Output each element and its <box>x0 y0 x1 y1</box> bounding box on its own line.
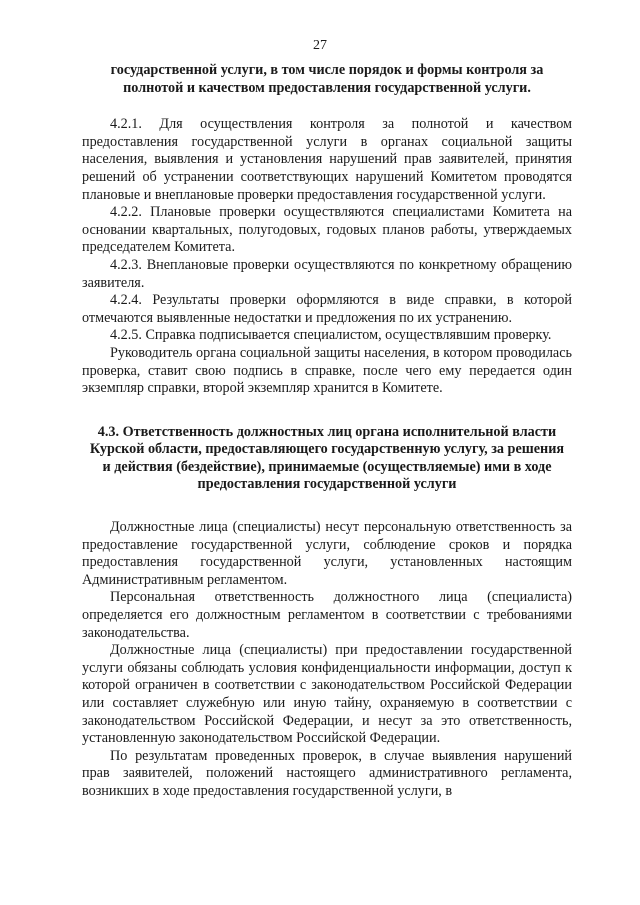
paragraph-4-2-2: 4.2.2. Плановые проверки осуществляются специалистами Комитета на основании квартальных, полугодовых, годовых планов работы, утверждаемых председателем Комитета. <box>82 204 572 256</box>
paragraph-confidentiality: Должностные лица (специалисты) при предоставлении государственной услуги обязаны соблюдать условия конфиденциальности информации, доступ к которой ограничен в соответствии с законодательством Российской Федерации или составляет служебную или иную тайну, охраняемую в соответствии с законодательством Российской Федерации, и несут за это ответственность, установленную законодательством Российской Федерации. <box>82 642 572 747</box>
heading-continuation: государственной услуги, в том числе порядок и формы контроля за полнотой и качеством предоставления государственной услуги. <box>110 62 544 96</box>
paragraph-inspection-results: По результатам проведенных проверок, в случае выявления нарушений прав заявителей, положений настоящего административного регламента, возникших в ходе предоставления государственной услуги, в <box>82 747 572 799</box>
section-4-3-paragraphs <box>82 519 572 801</box>
paragraph-4-2-3: 4.2.3. Внеплановые проверки осуществляются по конкретному обращению заявителя. <box>82 256 572 291</box>
document-body <box>82 62 572 801</box>
paragraph-4-2-4: 4.2.4. Результаты проверки оформляются в виде справки, в которой отмечаются выявленные недостатки и предложения по их устранению. <box>82 292 572 326</box>
paragraph-personal-responsibility: Должностные лица (специалисты) несут персональную ответственность за предоставление государственной услуги, соблюдение сроков и порядка предоставления государственной услуги, установленных настоящим Административным регламентом. <box>82 519 572 588</box>
paragraph-4-2-1: 4.2.1. Для осуществления контроля за полнотой и качеством предоставления государственной услуги в органах социальной защиты населения, выявления и установления нарушений прав заявителей, принятия решений об устранении соответствующих нарушений Комитетом проводятся плановые и внеплановые проверки предоставления государственной услуги. <box>82 116 572 203</box>
section-heading-4-3: 4.3. Ответственность должностных лиц органа исполнительной власти Курской области, предоставляющего государственную услугу, за решения и действия (бездействие), принимаемые (осуществляемые) ими в ходе предоставления государственной услуги <box>89 423 565 493</box>
section-4-2-paragraphs <box>82 116 572 398</box>
page-number: 27 <box>313 38 327 53</box>
paragraph-job-regulation: Персональная ответственность должностного лица (специалиста) определяется его должностным регламентом в соответствии с требованиями законодательства. <box>82 589 572 641</box>
paragraph-4-2-5: 4.2.5. Справка подписывается специалистом, осуществлявшим проверку. <box>110 327 552 344</box>
paragraph-head-signature: Руководитель органа социальной защиты населения, в котором проводилась проверка, ставит свою подпись в справке, после чего ему передается один экземпляр справки, второй экземпляр хранится в Комитете. <box>82 344 572 397</box>
